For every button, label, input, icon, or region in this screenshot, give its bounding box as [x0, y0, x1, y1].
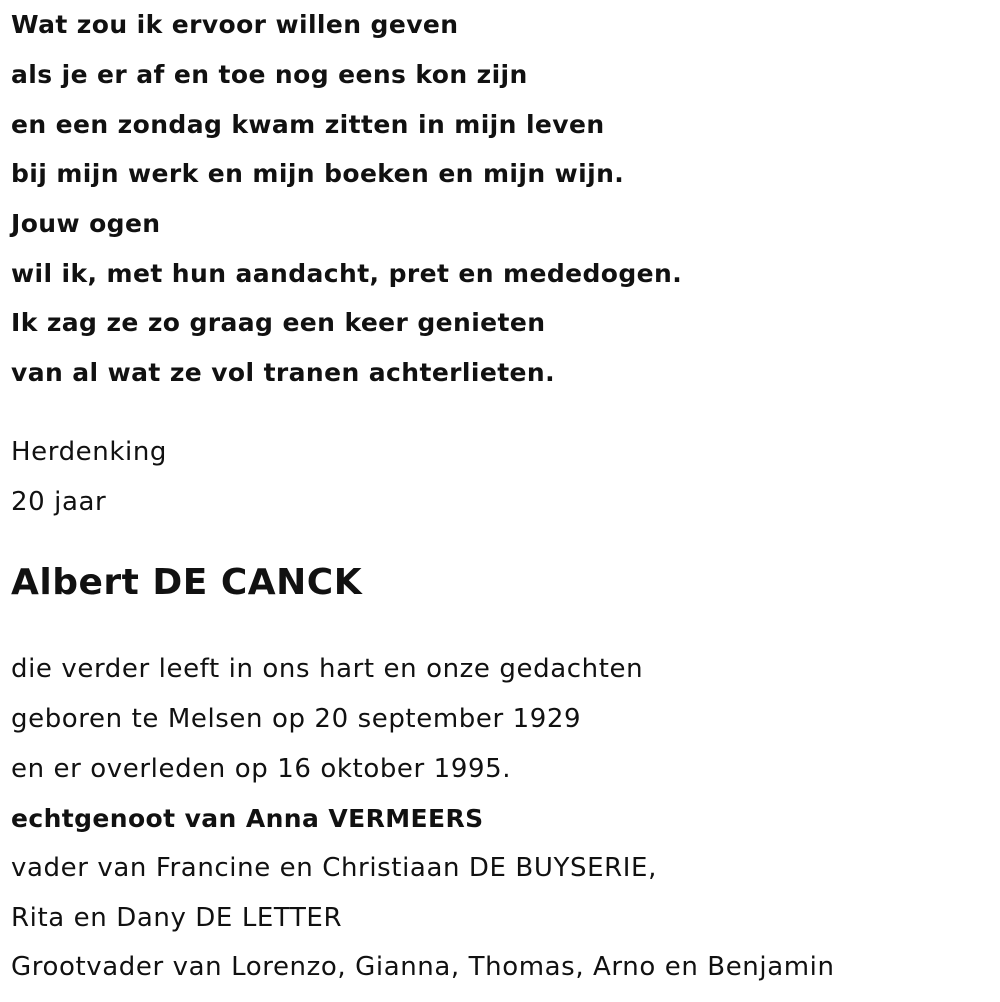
poem-line: Ik zag ze zo graag een keer genieten: [11, 308, 546, 337]
poem-line: en een zondag kwam zitten in mijn leven: [11, 110, 605, 139]
deceased-name: Albert DE CANCK: [11, 562, 363, 603]
poem-line: Wat zou ik ervoor willen geven: [11, 10, 459, 39]
bio-line: vader van Francine en Christiaan DE BUYSERIE,: [11, 853, 657, 883]
poem-line: wil ik, met hun aandacht, pret en mededogen.: [11, 259, 683, 288]
memorial-label: Herdenking: [11, 437, 168, 467]
poem-line: bij mijn werk en mijn boeken en mijn wijn.: [11, 159, 625, 188]
bio-line: geboren te Melsen op 20 september 1929: [11, 704, 582, 734]
bio-line: Grootvader van Lorenzo, Gianna, Thomas, Arno en Benjamin: [11, 952, 835, 982]
spouse-line: echtgenoot van Anna VERMEERS: [11, 804, 484, 833]
memorial-years: 20 jaar: [11, 487, 107, 517]
bio-line: die verder leeft in ons hart en onze gedachten: [11, 654, 644, 684]
bio-line: en er overleden op 16 oktober 1995.: [11, 754, 512, 784]
poem-line: als je er af en toe nog eens kon zijn: [11, 60, 528, 89]
bio-line: Rita en Dany DE LETTER: [11, 903, 343, 933]
poem-line: Jouw ogen: [11, 209, 161, 238]
poem-line: van al wat ze vol tranen achterlieten.: [11, 358, 556, 387]
